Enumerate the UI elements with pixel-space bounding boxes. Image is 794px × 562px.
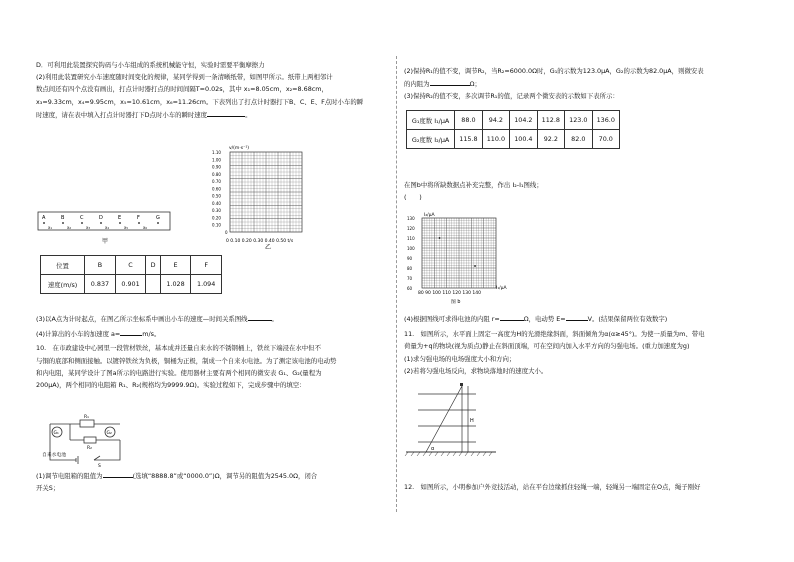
tape-dot <box>119 222 121 224</box>
q2-text-line2: 数点间还有四个点没有画出，打点计时器打点的时间间隔T=0.02s，其中 x₁=8.05cm，x₂=8.68cm， <box>36 85 328 94</box>
tape-segment-label: x₂ <box>67 225 71 230</box>
figure-label-jia: 甲 <box>102 238 109 245</box>
tape-point-label: C <box>80 215 84 221</box>
label-r2: R₂ <box>87 446 92 451</box>
y-tick-label: 100 <box>407 246 415 251</box>
y-tick-label: 0.20 <box>212 215 221 221</box>
graph2-grid <box>422 218 496 288</box>
tape-point-label: F <box>137 215 140 221</box>
y-tick-label: 80 <box>407 266 413 271</box>
graph-x-ticks: 0 0.10 0.20 0.30 0.40 0.50 t/s <box>226 239 294 244</box>
y-tick-label: 0.70 <box>212 179 221 185</box>
table-cell: E <box>160 256 191 275</box>
tape-point-label: B <box>61 215 65 221</box>
paper-tape-figure <box>36 210 176 246</box>
graph2-y-ticks <box>407 216 415 291</box>
column-divider <box>396 56 397 512</box>
tape-points <box>42 215 160 230</box>
table-row <box>407 130 620 149</box>
q10-text-line3: 和内电阻，某同学设计了图a所示的电路进行实验。使用器材主要有两个相同的微安表 G₁、G₂(量程为 <box>36 368 322 377</box>
table-cell-blank <box>146 275 160 294</box>
current-graph <box>404 210 516 306</box>
table-header-row <box>41 256 222 275</box>
data-point <box>474 265 476 267</box>
y-tick-label: 0.40 <box>212 200 221 206</box>
answer-bracket: ( ) <box>404 193 422 202</box>
left-column-bottom <box>36 470 388 495</box>
graph2-x-label: I₁/μA <box>496 286 507 291</box>
table-cell: 位置 <box>41 256 85 275</box>
table-cell: F <box>191 256 222 275</box>
q10-step1-line1: (1)调节电阻箱的阻值为 (选填“8888.8”或“0000.0”)Ω，调节另的阻值为2545.0Ω，闭合 <box>36 472 318 480</box>
label-r1: R₁ <box>84 415 89 420</box>
q3-text: (3)以A点为计时起点，在图乙所示坐标系中画出小车的速度—时间关系图线 。 <box>36 315 278 323</box>
y-tick-label: 0.80 <box>212 171 221 177</box>
table-cell: 94.2 <box>482 111 509 130</box>
angle-label: α <box>431 446 435 452</box>
table-cell: 136.0 <box>592 111 619 130</box>
graph-y-label: v/(m·s⁻¹) <box>229 146 250 151</box>
y-tick-label: 1.10 <box>212 150 221 155</box>
table-cell: 92.2 <box>537 130 564 149</box>
step4-line: (4)根据图线可求得电池的内阻 r= Ω，电动势 E= V。(结果保留两位有效数字) <box>404 315 668 323</box>
circuit-diagram <box>40 410 140 468</box>
table-cell: D <box>146 256 160 275</box>
q11-sub2: (2)若将匀强电场反向，求物块落地时的速度大小。 <box>404 366 548 375</box>
table-cell: 82.0 <box>565 130 592 149</box>
tape-point-label: D <box>99 215 103 221</box>
y-tick-label: 0.60 <box>212 186 221 192</box>
current-table <box>406 110 620 149</box>
q10-text-line2: 与铜的底部和侧面接触。以镀锌铁丝为负极，铜桶为正极，制成一个自来水电池。为了测定该电池的电动势 <box>36 356 337 365</box>
label-g1: G₁ <box>53 431 59 436</box>
table-cell: 1.094 <box>191 275 222 294</box>
q11-sub1: (1)求匀强电场的电场强度大小和方向； <box>404 354 516 363</box>
y-tick-label: 90 <box>407 256 413 261</box>
y-tick-label: 1.00 <box>212 157 221 163</box>
graph-instruction: 在图b中将所缺数据点补充完整，作出 I₂-I₁图线； <box>404 181 543 189</box>
label-switch: S <box>98 464 101 468</box>
table-row <box>407 111 620 130</box>
tape-dot <box>81 222 83 224</box>
tape-dot <box>43 222 45 224</box>
q10-step1-line2: 开关S； <box>36 484 60 493</box>
table-cell: 0.837 <box>85 275 116 294</box>
left-column-lower <box>36 313 388 392</box>
velocity-time-graph <box>210 142 320 250</box>
table-cell: 112.8 <box>537 111 564 130</box>
graph-grid <box>230 152 302 232</box>
tape-segment-label: x₅ <box>124 225 128 230</box>
left-column <box>36 60 388 122</box>
tape-segment-label: x₆ <box>143 225 147 230</box>
q2-text-line4: 时速度，请在表中填入打点计时器打下D点时小车的瞬时速度 。 <box>36 110 252 119</box>
step3-line: (3)保持R₂的值不变，多次调节R₁的值，记录两个微安表的示数如下表所示： <box>404 92 619 101</box>
paper-tape <box>38 212 170 230</box>
q11-line1: 11. 如图所示，水平面上固定一高度为H的光滑绝缘斜面，斜面倾角为α(α≥45°)。为使一质量为m、带电 <box>404 330 705 339</box>
velocity-table <box>40 255 222 294</box>
table-row <box>41 275 222 294</box>
tape-point-label: E <box>118 215 122 221</box>
origin-label: 0 <box>225 230 228 235</box>
tape-dot <box>62 222 64 224</box>
y-tick-label: 130 <box>407 216 415 221</box>
height-label: H <box>470 418 474 424</box>
y-tick-label: 0.30 <box>212 208 221 214</box>
y-tick-label: 0.50 <box>212 193 221 199</box>
y-tick-label: 0.10 <box>212 222 221 228</box>
step2-line2: 的内阻为 Ω； <box>404 80 481 89</box>
table-cell: 0.901 <box>115 275 146 294</box>
table-cell: 1.028 <box>160 275 191 294</box>
table-cell: 110.0 <box>482 130 509 149</box>
block <box>460 383 463 386</box>
right-column-lower <box>404 313 766 378</box>
graph2-y-label: I₂/μA <box>424 213 435 218</box>
table-cell: 70.0 <box>592 130 619 149</box>
table-cell: 104.2 <box>510 111 537 130</box>
y-tick-label: 120 <box>407 226 415 231</box>
figure-label-yi: 乙 <box>265 244 272 250</box>
table-cell: C <box>115 256 146 275</box>
right-column-mid <box>404 180 766 204</box>
right-column <box>404 66 766 104</box>
y-tick-label: 0.90 <box>212 164 221 170</box>
incline-figure <box>404 378 504 462</box>
table-cell: 115.8 <box>455 130 482 149</box>
y-tick-label: 70 <box>407 276 413 281</box>
battery-label: 自来水电池 <box>42 453 66 458</box>
table-cell: G₁度数 I₁/μA <box>407 111 455 130</box>
label-g2: G₂ <box>106 431 112 436</box>
q2-text-line1: (2)利用此装置研究小车速度随时间变化的规律，某同学得到一条清晰纸带，如图甲所示。纸带上两相邻计 <box>36 73 333 82</box>
table-cell: 100.4 <box>510 130 537 149</box>
graph-y-ticks <box>212 150 228 235</box>
q12-line1: 12. 如图所示，小明参加户外竞技活动，站在平台边缘抓住轻绳一端，轻绳另一端固定在O点，绳子刚好 <box>404 483 701 491</box>
tape-point-label: G <box>156 215 160 221</box>
q4-text: (4)计算出的小车的加速度 a= m/s。 <box>36 330 161 339</box>
tape-dot <box>100 222 102 224</box>
q10-text-line4: 200μA)，两个相同的电阻箱 R₁、R₂(规格均为9999.9Ω)。实验过程如下，完成步骤中的填空： <box>36 381 306 390</box>
y-tick-label: 60 <box>407 286 413 291</box>
q11-line2: 荷量为+q的物块(视为质点)静止在斜面顶端，可在空间内加入水平方向的匀强电场。(重力加速度为g) <box>404 342 690 351</box>
q2-text-line3: x₃=9.33cm，x₄=9.95cm，x₅=10.61cm，x₆=11.26cm。下表列出了打点计时器打下B、C、E、F点时小车的瞬 <box>36 97 364 106</box>
table-cell: B <box>85 256 116 275</box>
tape-segment-label: x₁ <box>48 225 52 230</box>
graph2-caption: 图 b <box>451 300 461 305</box>
q10-text-line1: 10. 在市政建设中心园里一段管材铁丝，基本成并还量自来水的不锈钢桶上，铁丝下端浸在水中但不 <box>36 344 321 353</box>
step2-line1: (2)保持R₁的值不变，调节R₂，当R₂=6000.0Ω时，G₁的示数为123.0μA，G₂的示数为82.0μA，则微安表 <box>404 67 704 75</box>
right-column-bottom <box>404 482 766 494</box>
data-point <box>439 237 441 239</box>
graph2-x-ticks: 80 90 100 110 120 130 140 <box>418 291 481 296</box>
table-cell: 123.0 <box>565 111 592 130</box>
tape-segment-label: x₄ <box>105 225 109 230</box>
table-cell: 速度(m/s) <box>41 275 85 294</box>
tape-dot <box>157 222 159 224</box>
table-cell: 88.0 <box>455 111 482 130</box>
tape-segment-label: x₃ <box>86 225 90 230</box>
tape-dot <box>138 222 140 224</box>
table-cell: G₂度数 I₂/μA <box>407 130 455 149</box>
option-d-text: D．可利用此装置探究钩码与小车组成的系统机械能守恒，实验时需要平衡摩擦力 <box>36 61 265 69</box>
y-tick-label: 110 <box>407 236 415 241</box>
tape-point-label: A <box>42 215 46 221</box>
